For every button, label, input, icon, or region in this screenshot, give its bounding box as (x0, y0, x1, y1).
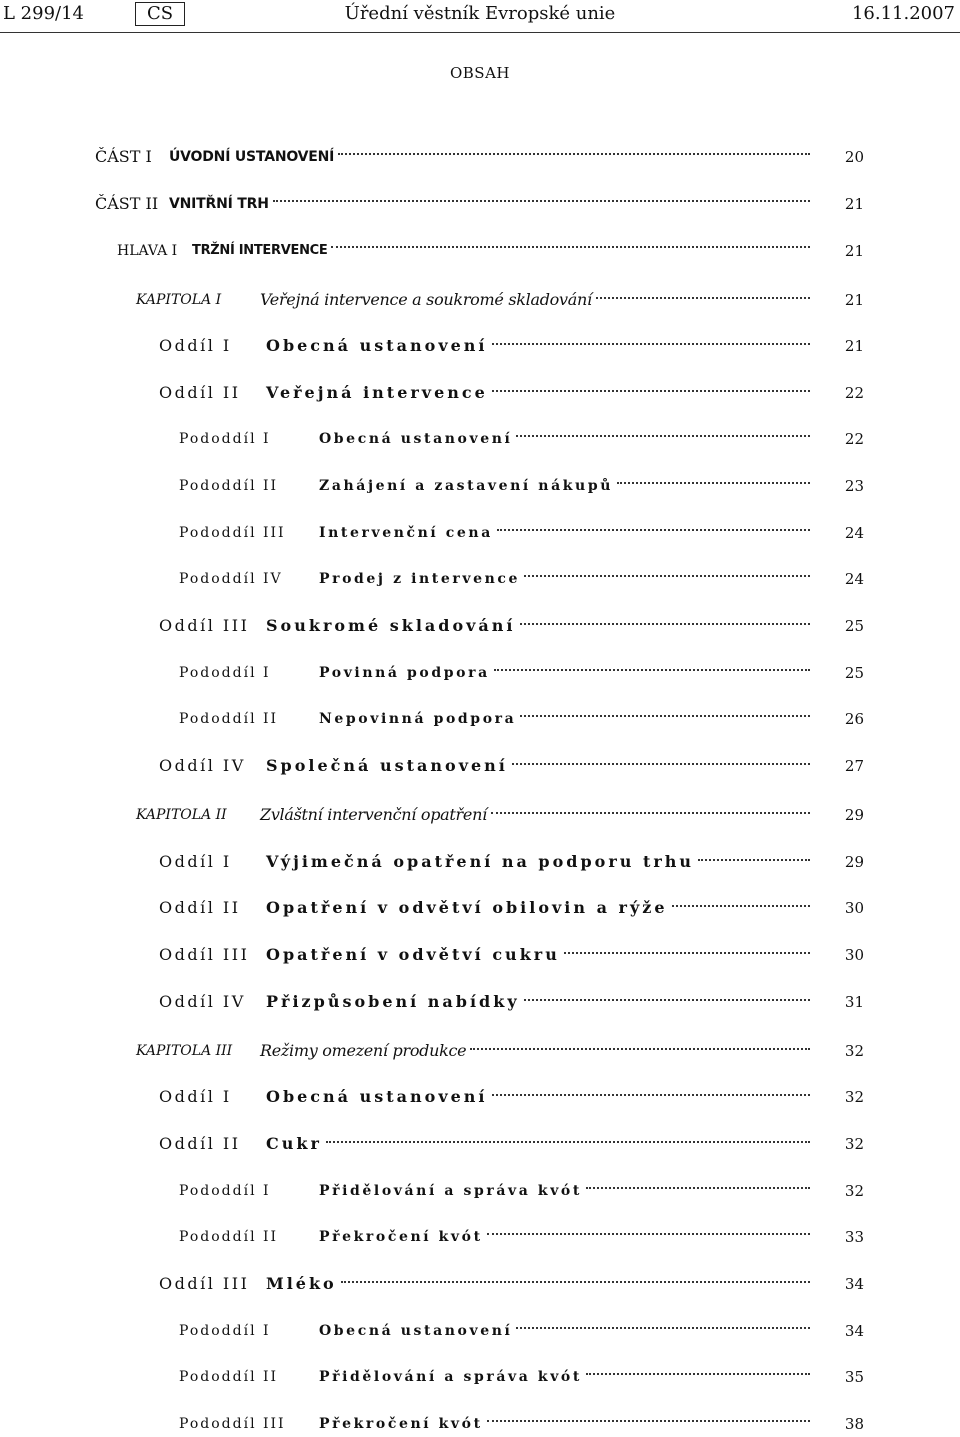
toc-entry-label: Pododdíl II (179, 711, 279, 727)
publication-date: 16.11.2007 (851, 3, 955, 24)
toc-entry-page: 32 (844, 1135, 864, 1153)
toc-entry[interactable] (0, 380, 960, 406)
dot-leader (516, 1327, 810, 1329)
toc-entry[interactable] (0, 426, 960, 452)
toc-entry-title: Cukr (266, 1134, 322, 1153)
toc-entry[interactable] (0, 287, 960, 313)
toc-entry-title: ÚVODNÍ USTANOVENÍ (169, 149, 335, 165)
toc-entry[interactable] (0, 802, 960, 828)
toc-entry-label: Oddíl II (159, 898, 241, 917)
toc-entry-label: Oddíl III (159, 1274, 250, 1293)
toc-entry-page: 22 (844, 384, 864, 402)
toc-entry-title: Společná ustanovení (266, 756, 508, 775)
toc-entry-page: 21 (844, 242, 864, 260)
toc-entry-title: Zahájení a zastavení nákupů (319, 478, 613, 494)
toc-entry-label: Oddíl I (159, 336, 232, 355)
toc-entry-label: Oddíl III (159, 945, 250, 964)
toc-entry-page: 35 (844, 1368, 864, 1386)
toc-entry[interactable] (0, 942, 960, 968)
toc-entry-label: Oddíl III (159, 616, 250, 635)
toc-entry-title-line (319, 473, 810, 499)
toc-entry-title-line (266, 942, 810, 968)
toc-entry-title-line (266, 1131, 810, 1157)
toc-entry-title-line (266, 333, 810, 359)
contents-heading: OBSAH (449, 64, 510, 82)
toc-entry-page: 25 (844, 664, 864, 682)
toc-entry-title-line (319, 1411, 810, 1437)
toc-entry-title: Prodej z intervence (319, 571, 521, 587)
toc-entry-title: Přidělování a správa kvót (319, 1369, 582, 1385)
toc-entry-title: Intervenční cena (319, 525, 493, 541)
toc-entry-label: Oddíl IV (159, 756, 246, 775)
toc-entry-page: 34 (844, 1275, 864, 1293)
toc-entry-page: 23 (844, 477, 864, 495)
toc-entry-label: Pododdíl I (179, 431, 271, 447)
toc-entry-title: Veřejná intervence (266, 383, 488, 402)
dot-leader (698, 859, 810, 861)
dot-leader (338, 153, 810, 155)
dot-leader (512, 763, 810, 765)
toc-entry-title-line (192, 238, 810, 264)
toc-entry-label: Oddíl II (159, 383, 241, 402)
toc-entry-title-line (319, 566, 810, 592)
dot-leader (487, 1420, 810, 1422)
toc-entry[interactable] (0, 520, 960, 546)
toc-entry-label: Oddíl IV (159, 992, 246, 1011)
toc-entry-page: 32 (844, 1182, 864, 1200)
toc-entry[interactable] (0, 473, 960, 499)
dot-leader (492, 390, 810, 392)
toc-entry-title: Veřejná intervence a soukromé skladování (260, 290, 592, 309)
toc-entry-page: 33 (844, 1228, 864, 1246)
toc-entry-title-line (319, 1364, 810, 1390)
toc-entry-label: Pododdíl III (179, 1416, 286, 1432)
toc-entry-label: Pododdíl II (179, 1229, 279, 1245)
toc-entry-page: 26 (844, 710, 864, 728)
toc-entry-label: KAPITOLA III (136, 1043, 233, 1059)
toc-entry-title-line (319, 1318, 810, 1344)
toc-entry-title: Opatření v odvětví obilovin a rýže (266, 898, 668, 917)
language-code-box: CS (135, 2, 185, 26)
toc-entry[interactable] (0, 1411, 960, 1437)
toc-entry-title: Povinná podpora (319, 665, 490, 681)
toc-entry[interactable] (0, 191, 960, 217)
dot-leader (672, 905, 810, 907)
dot-leader (491, 812, 810, 814)
toc-entry-title-line (266, 380, 810, 406)
toc-entry-page: 30 (844, 899, 864, 917)
toc-entry-label: ČÁST II (95, 194, 159, 213)
toc-entry-title: Opatření v odvětví cukru (266, 945, 560, 964)
dot-leader (586, 1187, 810, 1189)
toc-entry-title: Překročení kvót (319, 1229, 483, 1245)
toc-entry-title-line (260, 1038, 810, 1064)
toc-entry[interactable] (0, 1224, 960, 1250)
dot-leader (524, 575, 810, 577)
dot-leader (492, 343, 810, 345)
dot-leader (596, 297, 810, 299)
toc-entry[interactable] (0, 1131, 960, 1157)
dot-leader (470, 1048, 810, 1050)
dot-leader (273, 200, 810, 202)
toc-entry-label: Pododdíl III (179, 525, 286, 541)
toc-entry-page: 24 (844, 524, 864, 542)
toc-entry-page: 20 (844, 148, 864, 166)
toc-entry-label: Pododdíl IV (179, 571, 283, 587)
toc-entry[interactable] (0, 238, 960, 264)
dot-leader (524, 999, 810, 1001)
toc-entry-title: Nepovinná podpora (319, 711, 517, 727)
dot-leader (520, 623, 811, 625)
toc-entry-title-line (319, 426, 810, 452)
dot-leader (331, 246, 810, 248)
dot-leader (617, 482, 810, 484)
toc-entry-label: KAPITOLA II (136, 807, 227, 823)
toc-entry-title-line (319, 706, 810, 732)
toc-entry[interactable] (0, 895, 960, 921)
toc-entry-title: Obecná ustanovení (319, 1323, 513, 1339)
dot-leader (326, 1141, 810, 1143)
toc-entry[interactable] (0, 333, 960, 359)
toc-entry[interactable] (0, 1318, 960, 1344)
toc-entry-title: Přidělování a správa kvót (319, 1183, 582, 1199)
toc-entry[interactable] (0, 1364, 960, 1390)
toc-entry-title-line (266, 895, 810, 921)
toc-entry-page: 21 (844, 291, 864, 309)
toc-entry-title-line (266, 613, 810, 639)
toc-entry-label: Oddíl II (159, 1134, 241, 1153)
toc-entry-label: HLAVA I (117, 243, 178, 259)
toc-entry-page: 32 (844, 1042, 864, 1060)
toc-entry-page: 21 (844, 195, 864, 213)
dot-leader (520, 715, 810, 717)
page-header (0, 0, 960, 32)
toc-entry[interactable] (0, 989, 960, 1015)
toc-entry-title-line (266, 989, 810, 1015)
toc-entry-title-line (169, 144, 810, 170)
toc-entry-title: TRŽNÍ INTERVENCE (192, 243, 328, 258)
toc-entry-title: Obecná ustanovení (319, 431, 513, 447)
dot-leader (586, 1373, 810, 1375)
toc-entry[interactable] (0, 1038, 960, 1064)
journal-title: Úřední věstník Evropské unie (344, 3, 616, 24)
toc-entry-title-line (266, 1084, 810, 1110)
toc-entry-title: Režimy omezení produkce (260, 1041, 467, 1060)
dot-leader (341, 1281, 810, 1283)
dot-leader (494, 669, 810, 671)
toc-entry-label: Pododdíl II (179, 478, 279, 494)
toc-entry[interactable] (0, 660, 960, 686)
header-divider (0, 32, 960, 33)
toc-entry-title-line (319, 520, 810, 546)
toc-entry-page: 29 (844, 806, 864, 824)
toc-entry-title: VNITŘNÍ TRH (169, 196, 269, 212)
dot-leader (564, 952, 810, 954)
toc-entry-page: 38 (844, 1415, 864, 1433)
dot-leader (516, 435, 810, 437)
toc-entry-title: Obecná ustanovení (266, 1087, 488, 1106)
toc-entry-title: Překročení kvót (319, 1416, 483, 1432)
toc-entry-title: Přizpůsobení nabídky (266, 992, 520, 1011)
toc-entry[interactable] (0, 753, 960, 779)
toc-entry-title-line (266, 753, 810, 779)
toc-entry[interactable] (0, 1271, 960, 1297)
toc-entry-title-line (319, 660, 810, 686)
toc-entry[interactable] (0, 849, 960, 875)
toc-entry-title: Soukromé skladování (266, 616, 516, 635)
page-reference: L 299/14 (3, 3, 84, 24)
dot-leader (492, 1094, 810, 1096)
toc-entry-page: 31 (844, 993, 864, 1011)
toc-entry-page: 29 (844, 853, 864, 871)
toc-entry-title: Zvláštní intervenční opatření (260, 805, 487, 824)
dot-leader (487, 1233, 810, 1235)
toc-entry[interactable] (0, 1084, 960, 1110)
toc-entry-title: Výjimečná opatření na podporu trhu (266, 852, 695, 871)
toc-entry[interactable] (0, 706, 960, 732)
toc-entry-page: 34 (844, 1322, 864, 1340)
toc-entry[interactable] (0, 566, 960, 592)
toc-entry[interactable] (0, 144, 960, 170)
toc-entry-title: Obecná ustanovení (266, 336, 488, 355)
toc-entry-title-line (260, 802, 810, 828)
toc-entry-page: 24 (844, 570, 864, 588)
toc-entry-title-line (319, 1224, 810, 1250)
toc-entry-page: 27 (844, 757, 864, 775)
dot-leader (497, 529, 810, 531)
toc-entry-page: 25 (844, 617, 864, 635)
toc-entry-label: Oddíl I (159, 852, 232, 871)
toc-entry-label: Pododdíl I (179, 1183, 271, 1199)
toc-entry-title-line (169, 191, 810, 217)
toc-entry-label: KAPITOLA I (136, 292, 222, 308)
toc-entry-title-line (266, 1271, 810, 1297)
toc-entry-page: 21 (844, 337, 864, 355)
toc-entry-title: Mléko (266, 1274, 337, 1293)
toc-entry-label: Pododdíl I (179, 1323, 271, 1339)
toc-entry[interactable] (0, 613, 960, 639)
toc-entry[interactable] (0, 1178, 960, 1204)
toc-entry-label: ČÁST I (95, 147, 152, 166)
toc-entry-label: Pododdíl II (179, 1369, 279, 1385)
toc-entry-label: Pododdíl I (179, 665, 271, 681)
toc-entry-title-line (266, 849, 810, 875)
toc-entry-title-line (319, 1178, 810, 1204)
toc-entry-page: 32 (844, 1088, 864, 1106)
toc-entry-page: 22 (844, 430, 864, 448)
toc-entry-page: 30 (844, 946, 864, 964)
toc-entry-title-line (260, 287, 810, 313)
toc-entry-label: Oddíl I (159, 1087, 232, 1106)
